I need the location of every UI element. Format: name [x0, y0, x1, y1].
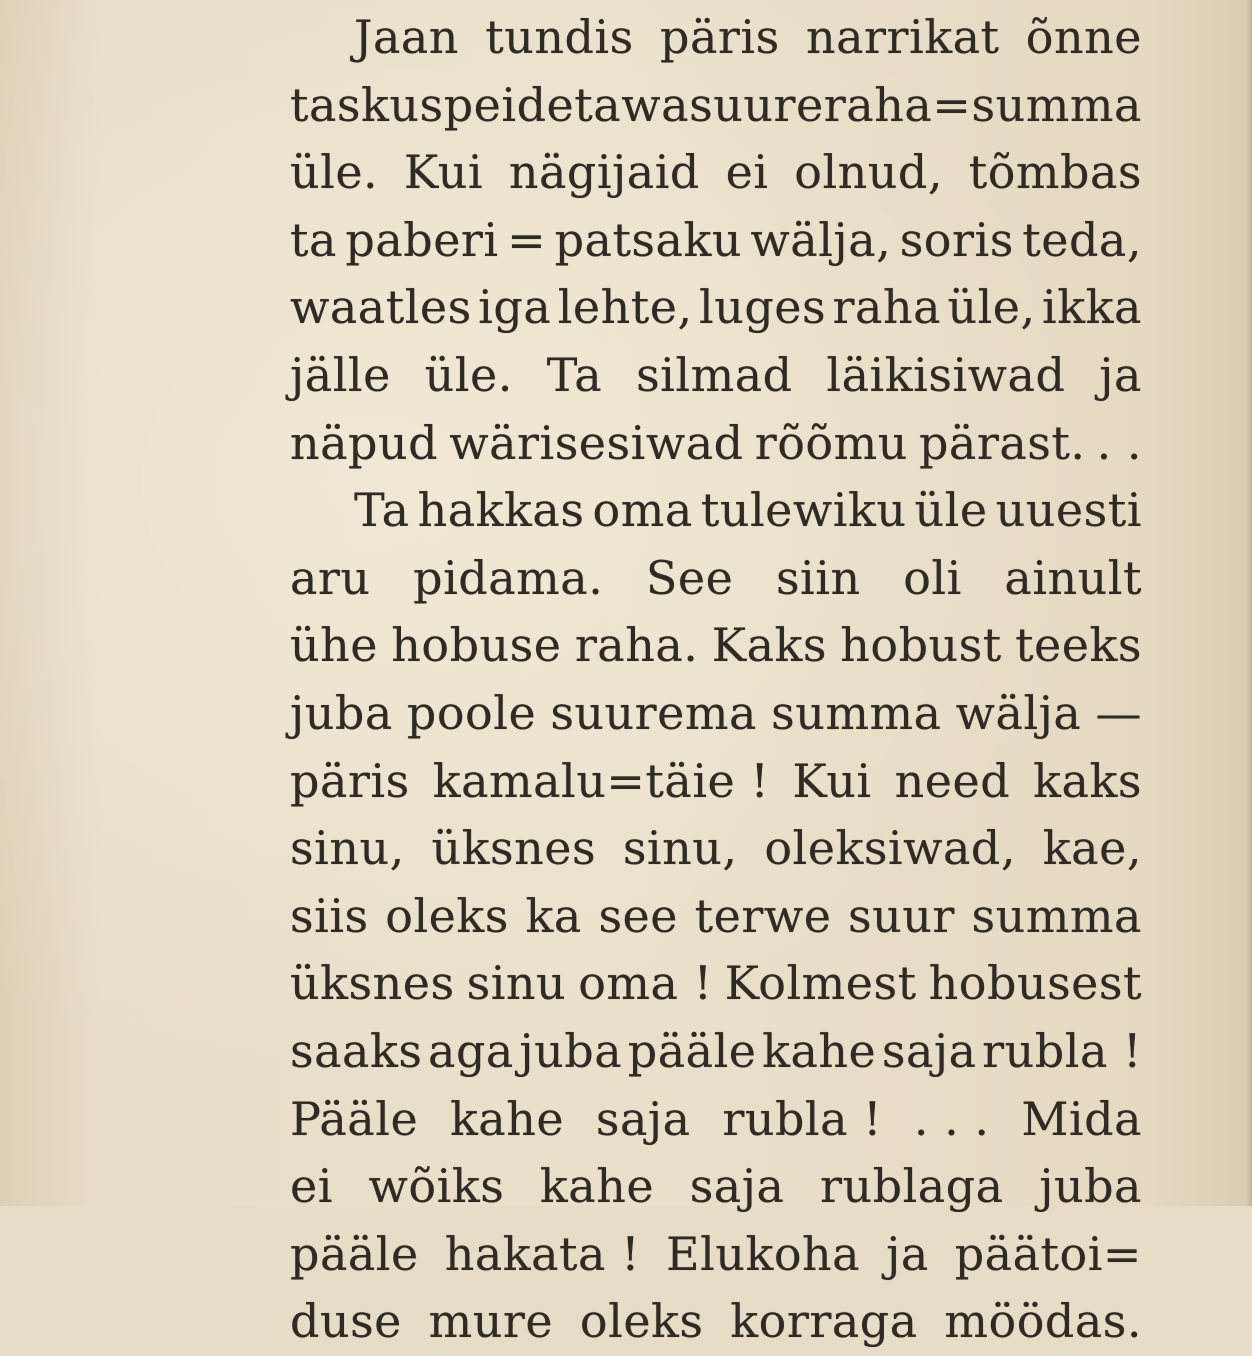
word: rublaga [820, 1159, 1004, 1214]
word: ainult [1004, 550, 1142, 605]
word: saaks [290, 1023, 423, 1078]
word: . . [1096, 415, 1142, 470]
text-line [290, 950, 1142, 1018]
word: siis [290, 888, 369, 943]
word: Mida [1021, 1091, 1142, 1146]
word: sinu, [290, 821, 405, 876]
word: juba [519, 1023, 623, 1078]
word: silmad [636, 347, 793, 402]
word: poole [406, 685, 537, 740]
text-line [290, 680, 1142, 748]
word: Ta [354, 483, 410, 538]
text-line [290, 4, 1142, 72]
text-line [290, 1288, 1142, 1356]
word: tundis [485, 10, 634, 64]
word: oleksiwad, [764, 821, 1017, 876]
word: kahe [539, 1159, 655, 1214]
word: jälle [290, 347, 391, 402]
word: hobusest [928, 956, 1142, 1011]
word: rubla ! [722, 1091, 883, 1146]
word: oma ! [578, 956, 713, 1011]
word: ka [525, 888, 582, 943]
word: pääle [290, 1226, 419, 1281]
word: tulewiku [700, 483, 907, 538]
word: taskus [290, 77, 444, 132]
word: lehte, [557, 280, 693, 335]
word: oleks [385, 888, 509, 943]
word: üle, [947, 280, 1036, 335]
word: ja [886, 1226, 929, 1281]
word: luges [699, 280, 827, 335]
text-line [290, 815, 1142, 883]
word: hobuse [391, 618, 562, 673]
word: = [507, 212, 547, 267]
text-line [290, 1018, 1142, 1086]
text-line [290, 1086, 1142, 1154]
word: ei [725, 145, 769, 200]
word: wärisesiwad [449, 415, 744, 470]
word: oli [903, 550, 962, 605]
word: suurema [550, 685, 757, 740]
text-line [290, 72, 1142, 140]
word: ja [1099, 347, 1142, 402]
word: läikisiwad [826, 347, 1066, 402]
word: iga [478, 280, 552, 335]
word: raha [823, 77, 933, 132]
word: oma [592, 483, 693, 538]
word: narrikat [805, 10, 1000, 64]
text-line [290, 342, 1142, 410]
text-line [290, 274, 1142, 342]
word: kahe [762, 1023, 877, 1078]
word: ikka [1042, 280, 1142, 335]
word: Ta [546, 347, 603, 402]
word: teeks [1015, 618, 1142, 673]
word: aru [290, 550, 371, 605]
word: wälja [955, 685, 1082, 740]
word: ühe [290, 618, 378, 673]
word: pääle [627, 1023, 757, 1078]
word: summa [971, 888, 1142, 943]
word: Kaks [711, 618, 827, 673]
word: aga [428, 1023, 514, 1078]
word: oleks [579, 1294, 704, 1349]
word: peidetawa [443, 77, 689, 132]
word: üle [914, 483, 988, 538]
body-text [290, 4, 1142, 1356]
word: paberi [345, 212, 499, 267]
word: pärast. [918, 415, 1086, 470]
word: pidama. [413, 550, 604, 605]
word: sinu, [622, 821, 738, 876]
word: päris [660, 10, 780, 64]
word: mure [428, 1294, 554, 1349]
word: juba [1039, 1159, 1142, 1214]
word: waatles [290, 280, 472, 335]
text-line [290, 410, 1142, 478]
word: õnne [1025, 10, 1142, 64]
word: ta [290, 212, 337, 267]
text-line [290, 612, 1142, 680]
word: suur [848, 888, 955, 943]
word: Kui [792, 753, 872, 808]
word: üle. [290, 145, 379, 200]
word: see [598, 888, 678, 943]
word: ei [290, 1159, 333, 1214]
word: summa [771, 685, 942, 740]
word: wõiks [368, 1159, 505, 1214]
word: juba [290, 685, 393, 740]
word: rubla ! [982, 1023, 1142, 1078]
word: Elukoha [666, 1226, 861, 1281]
word: — [1095, 685, 1142, 740]
word: terwe [694, 888, 832, 943]
word: kahe [449, 1091, 565, 1146]
word: päätoi= [954, 1226, 1142, 1281]
word: need [894, 753, 1011, 808]
word: Jaan [354, 10, 459, 64]
text-line [290, 477, 1142, 545]
word: Kui [403, 145, 484, 200]
word: kaks [1033, 753, 1142, 808]
word: kae, [1042, 821, 1142, 876]
word: . . . [913, 1091, 990, 1146]
word: saja [881, 1023, 977, 1078]
word: Pääle [290, 1091, 419, 1146]
word: teda, [1022, 212, 1142, 267]
word: patsaku [554, 212, 742, 267]
word: summa [971, 77, 1142, 132]
text-line [290, 139, 1142, 207]
word: siin [775, 550, 861, 605]
word: Kolmest [724, 956, 917, 1011]
word: raha. [574, 618, 699, 673]
word: = [932, 77, 972, 132]
word: näpud [290, 415, 439, 470]
word: tõmbas [968, 145, 1142, 200]
word: soris [899, 212, 1014, 267]
word: üle. [424, 347, 513, 402]
word: uuesti [995, 483, 1142, 538]
word: nägijaid [508, 145, 700, 200]
word: hobust [840, 618, 1002, 673]
word: rõõmu [754, 415, 908, 470]
word: päris [290, 753, 410, 808]
word: sinu [466, 956, 567, 1011]
text-line [290, 545, 1142, 613]
word: hakkas [417, 483, 585, 538]
word: saja [689, 1159, 785, 1214]
text-line [290, 883, 1142, 951]
word: korraga [730, 1294, 918, 1349]
text-line [290, 1221, 1142, 1289]
text-line [290, 748, 1142, 816]
word: hakata ! [444, 1226, 641, 1281]
word: üksnes [290, 956, 455, 1011]
word: raha [832, 280, 942, 335]
text-line [290, 207, 1142, 275]
word: duse [290, 1294, 402, 1349]
word: kamalu=täie ! [432, 753, 770, 808]
word: suure [689, 77, 824, 132]
word: olnud, [794, 145, 943, 200]
word: möödas. [944, 1294, 1142, 1349]
word: saja [595, 1091, 691, 1146]
word: wälja, [750, 212, 892, 267]
word: See [645, 550, 734, 605]
text-line [290, 1153, 1142, 1221]
word: üksnes [431, 821, 597, 876]
